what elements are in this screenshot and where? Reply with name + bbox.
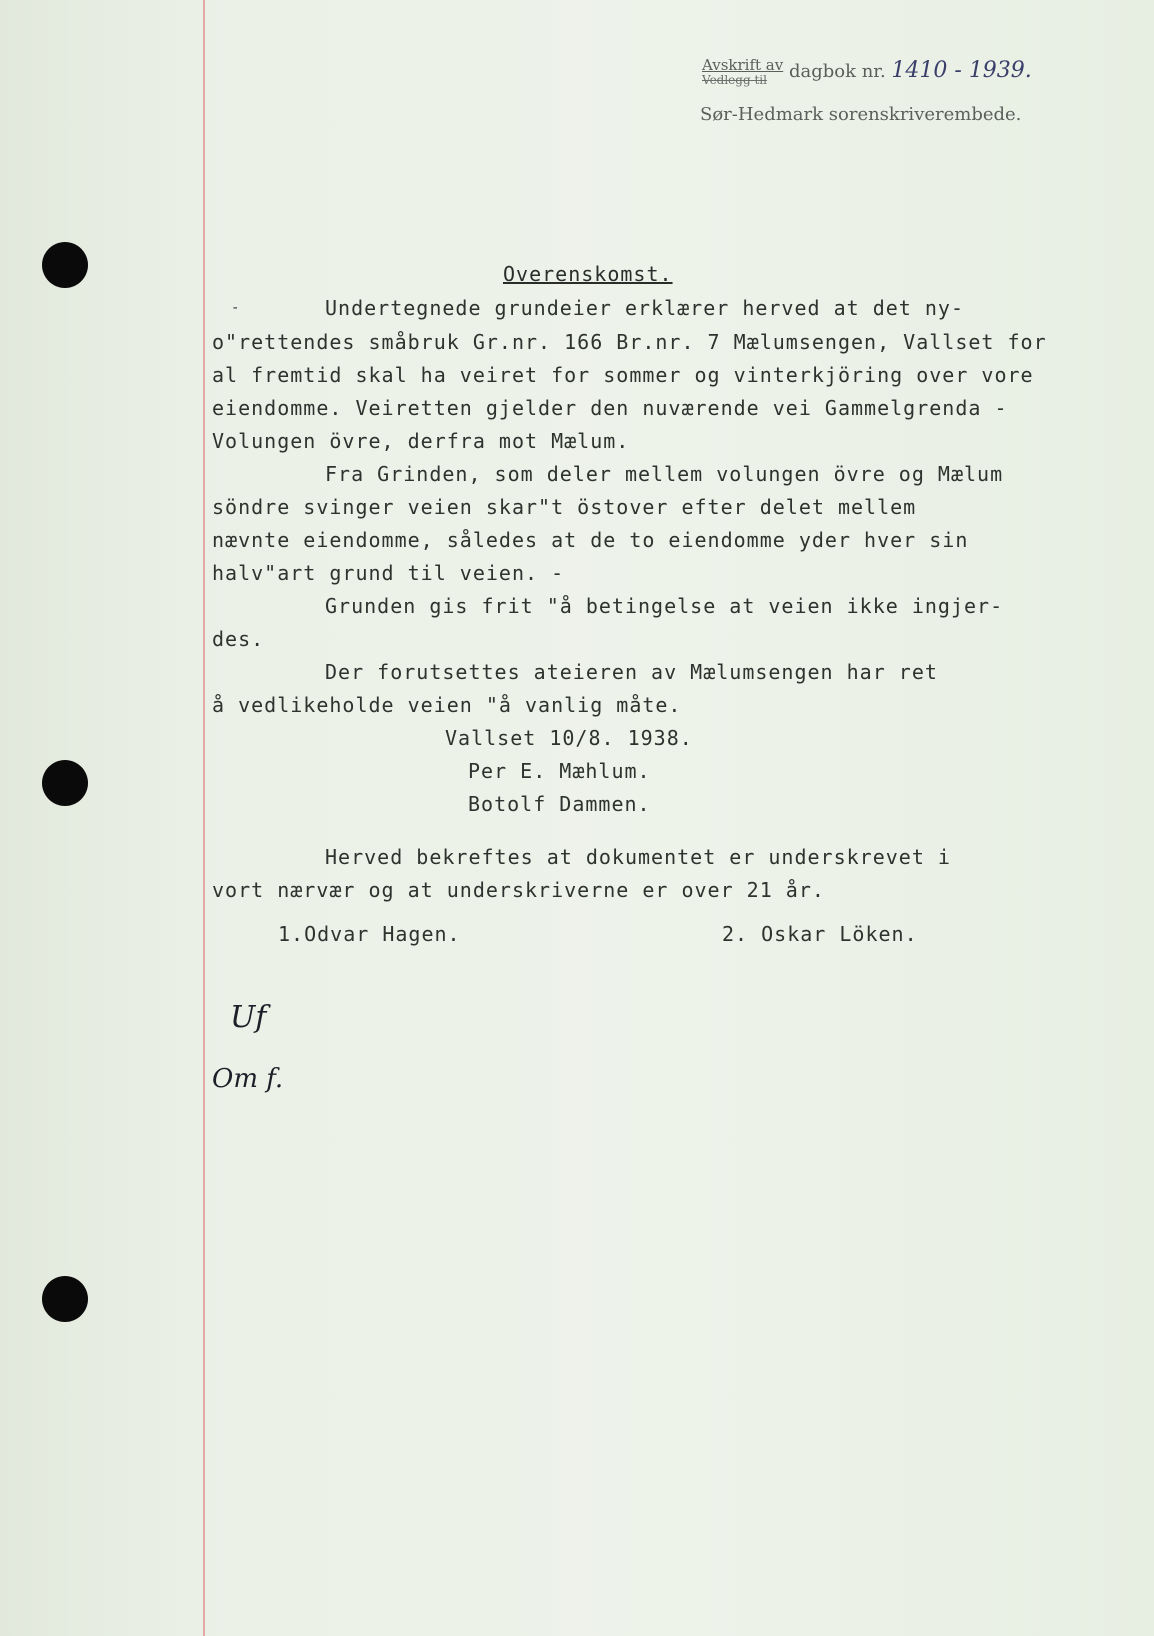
text-line-9: halv"art grund til veien. - [212,561,565,585]
text-line-12: Der forutsettes ateieren av Mælumsengen har ret [325,660,938,684]
witness-text-line-2: vort nærvær og at underskriverne er over 21 år. [212,878,825,902]
witness-1: 1.Odvar Hagen. [278,922,461,946]
dash-mark: - [231,300,241,316]
stamp-dagbok-label: dagbok nr. [788,61,886,82]
witness-2: 2. Oskar Löken. [722,922,918,946]
dagbok-number-handwritten: 1410 - 1939. [891,58,1032,83]
witness-text-line-1: Herved bekreftes at dokumentet er underskrevet i [325,845,951,869]
text-line-5: Volungen övre, derfra mot Mælum. [212,429,630,453]
punch-hole-top [42,242,88,288]
document-title: Overenskomst. [503,262,673,286]
registry-stamp-line2: Sør-Hedmark sorenskriverembede. [700,104,1022,125]
stamp-prefix: Avskrift av [702,56,784,74]
registry-stamp-line1 [702,58,1032,87]
handwritten-mark-1: Uf [230,1000,267,1035]
text-line-3: al fremtid skal ha veiret for sommer og vinterkjöring over vore [212,363,1034,387]
signatory-2: Botolf Dammen. [468,792,651,816]
text-line-11: des. [212,627,265,651]
margin-line [203,0,205,1636]
text-line-4: eiendomme. Veiretten gjelder den nuværende vei Gammelgrenda - [212,396,1008,420]
stamp-struck-text: Vedlegg til [702,73,767,87]
punch-hole-middle [42,760,88,806]
text-line-7: söndre svinger veien skar"t östover efter delet mellem [212,495,917,519]
text-line-8: nævnte eiendomme, således at de to eiendomme yder hver sin [212,528,969,552]
text-line-2: o"rettendes småbruk Gr.nr. 166 Br.nr. 7 Mælumsengen, Vallset for [212,330,1047,354]
place-date: Vallset 10/8. 1938. [445,726,693,750]
signatory-1: Per E. Mæhlum. [468,759,651,783]
punch-hole-bottom [42,1276,88,1322]
text-line-13: å vedlikeholde veien "å vanlig måte. [212,693,682,717]
text-line-6: Fra Grinden, som deler mellem volungen övre og Mælum [325,462,1004,486]
handwritten-mark-2: Om f. [212,1064,284,1094]
text-line-10: Grunden gis frit "å betingelse at veien ikke ingjer- [325,594,1004,618]
text-line-1: Undertegnede grundeier erklærer herved at det ny- [325,296,965,320]
